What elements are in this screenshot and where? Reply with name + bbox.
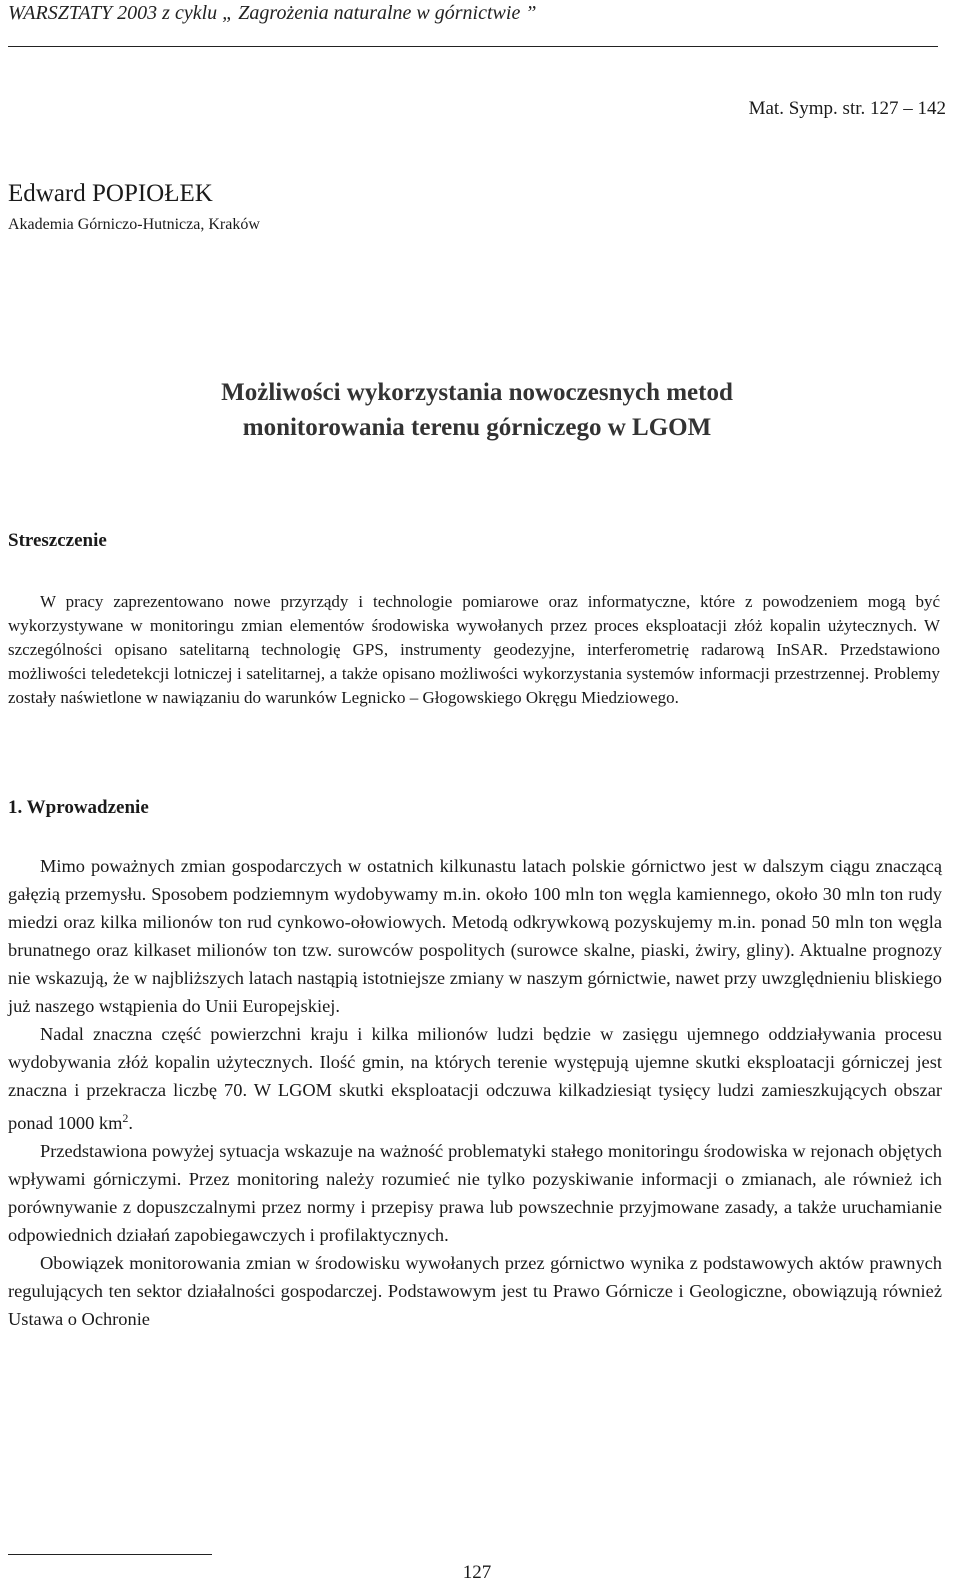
abstract-text: W pracy zaprezentowano nowe przyrządy i technologie pomiarowe oraz informatyczne, które z powodzeniem mogą być wykorzystywane w monitoringu zmian elementów środowiska wywołanych przez proces eksploatacji złóż kopalin użytecznych. W szczególności opisano satelitarną technologię GPS, instrumenty geodezyjne, interferometrię radarową InSAR. Przedstawiono możliwości teledetekcji lotniczej i satelitarnej, a także opisano możliwości wykorzystania systemów informacji przestrzennej. Problemy zostały naświetlone w nawiązaniu do warunków Legnicko – Głogowskiego Okręgu Miedziowego. [8, 592, 940, 707]
paragraph-4: Obowiązek monitorowania zmian w środowisku wywołanych przez górnictwo wynika z podstawowych aktów prawnych regulujących ten sektor działalności gospodarczej. Podstawowym jest tu Prawo Górnicze i Geologiczne, obowiązują również Ustawa o Ochronie [8, 1253, 942, 1330]
section-body [8, 852, 942, 1333]
running-header: WARSZTATY 2003 z cyklu „ Zagrożenia naturalne w górnictwie ” [8, 2, 537, 24]
author-affiliation: Akademia Górniczo-Hutnicza, Kraków [8, 216, 260, 233]
paragraph-1: Mimo poważnych zmian gospodarczych w ostatnich kilkunastu latach polskie górnictwo jest w dalszym ciągu znaczącą gałęzią przemysłu. Sposobem podziemnym wydobywamy m.in. około 100 mln ton węgla kamiennego, około 30 mln ton rudy miedzi oraz kilka milionów ton rud cynkowo-ołowiowych. Metodą odkrywkową pozyskujemy m.in. ponad 50 mln ton węgla brunatnego oraz kilkaset milionów ton tzw. surowców pospolitych (surowce skalne, piaski, żwiry, gliny). Aktualne prognozy nie wskazują, że w najbliższych latach nastąpią istotniejsze zmiany w naszym górnictwie, nawet przy uwzględnieniu bliskiego już naszego wstąpienia do Unii Europejskiej. [8, 856, 942, 1016]
symposium-reference: Mat. Symp. str. 127 – 142 [748, 98, 946, 119]
paper-title-line-2: monitorowania terenu górniczego w LGOM [242, 414, 712, 441]
paragraph-2-end: . [128, 1113, 134, 1134]
paragraph-2-text: Nadal znaczna część powierzchni kraju i kilka milionów ludzi będzie w zasięgu ujemnego oddziaływania procesu wydobywania złóż kopalin użytecznych. Ilość gmin, na których terenie występują ujemne skutki eksploatacji górniczej jest znaczna i przekracza liczbę 70. W LGOM skutki eksploatacji odczuwa kilkadziesiąt tysięcy ludzi zamieszkujących obszar ponad 1000 km [8, 1024, 942, 1134]
paper-title-line-1: Możliwości wykorzystania nowoczesnych metod [221, 379, 733, 406]
header-rule [8, 46, 938, 47]
abstract-heading: Streszczenie [8, 530, 107, 551]
paragraph-3: Przedstawiona powyżej sytuacja wskazuje na ważność problematyki stałego monitoringu środowiska w rejonach objętych wpływami górniczymi. Przez monitoring należy rozumieć nie tylko pozyskiwanie informacji o zmianach, ale również ich porównywanie z dopuszczalnymi przez normy i przepisy prawa lub powszechnie przyjmowane zasady, a także uruchamianie odpowiednich działań zapobiegawczych i profilaktycznych. [8, 1141, 942, 1246]
superscript-2: 2 [122, 1111, 129, 1125]
paper-title [0, 375, 954, 445]
paragraph-2 [8, 1020, 942, 1137]
section-heading-introduction: 1. Wprowadzenie [8, 797, 149, 818]
page-number: 127 [462, 1562, 492, 1583]
author-name: Edward POPIOŁEK [8, 180, 213, 207]
footer-rule [8, 1554, 212, 1555]
abstract [8, 590, 940, 710]
